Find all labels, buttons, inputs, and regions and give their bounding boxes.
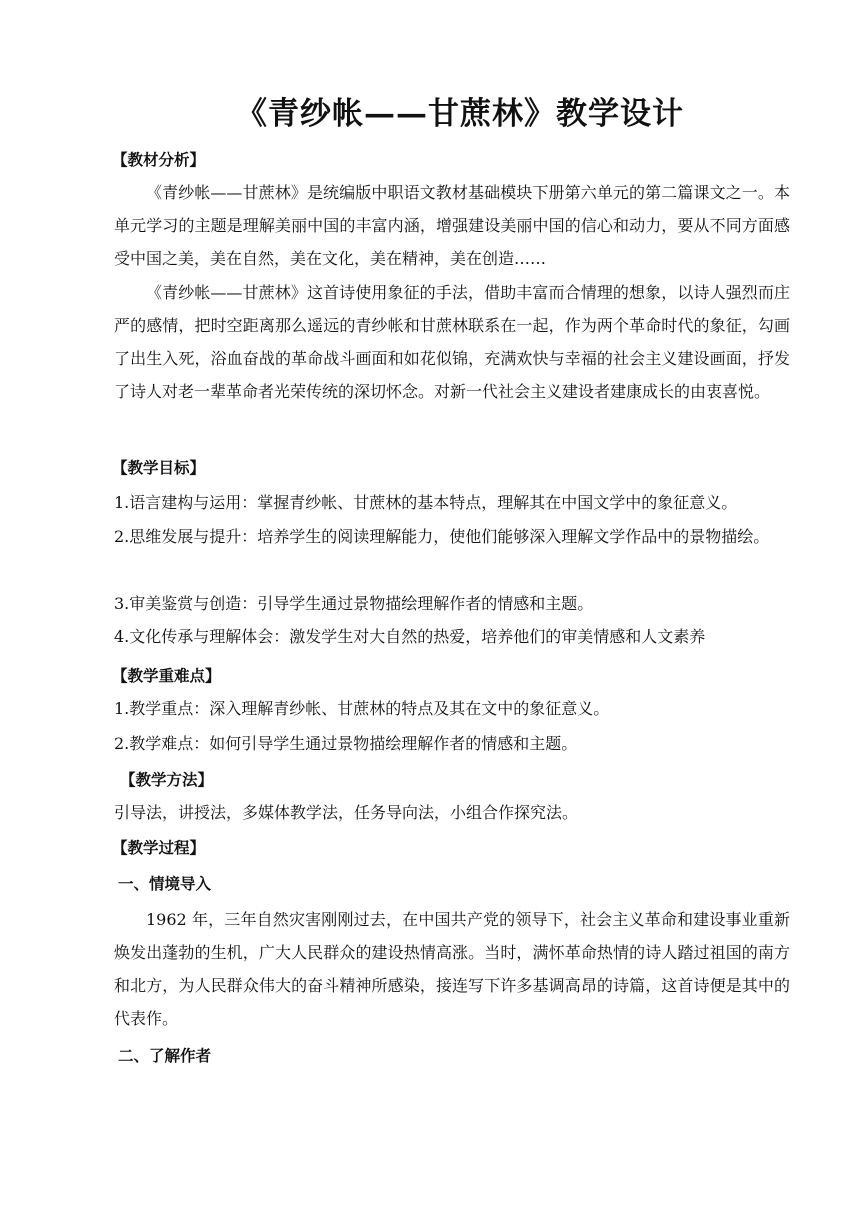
subheading-step2: 二、了解作者 (118, 1046, 212, 1065)
step1-paragraph: 1962 年，三年自然灾害刚刚过去，在中国共产党的领导下，社会主义革命和建设事业重新焕发出蓬勃的生机，广大人民群众的建设热情高涨。当时，满怀革命热情的诗人踏过祖国的南方和北方，为人民群众伟大的奋斗精神所感染，接连写下许多基调高昂的诗篇，这首诗便是其中的代表作。 (114, 910, 790, 1028)
analysis-paragraph-2: 《青纱帐——甘蔗林》这首诗使用象征的手法，借助丰富而合情理的想象，以诗人强烈而庄严的感情，把时空距离那么遥远的青纱帐和甘蔗林联系在一起，作为两个革命时代的象征，勾画了出生入死，浴血奋战的革命战斗画面和如花似锦，充满欢快与幸福的社会主义建设画面，抒发了诗人对老一辈革命者光荣传统的深切怀念。对新一代社会主义建设者建康成长的由衷喜悦。 (114, 283, 790, 401)
goal-item-1: 1.语言建构与运用：掌握青纱帐、甘蔗林的基本特点，理解其在中国文学中的象征意义。 (114, 493, 738, 512)
page-title: 《青纱帐——甘蔗林》教学设计 (236, 96, 684, 132)
section-heading-analysis: 【教材分析】 (112, 150, 206, 169)
methods-text: 引导法，讲授法，多媒体教学法，任务导向法，小组合作探究法。 (114, 803, 579, 822)
keypoint-item-1: 1.教学重点：深入理解青纱帐、甘蔗林的特点及其在文中的象征意义。 (114, 699, 610, 718)
goal-item-3: 3.审美鉴赏与创造：引导学生通过景物描绘理解作者的情感和主题。 (114, 594, 594, 613)
section-heading-methods: 【教学方法】 (120, 770, 214, 789)
goal-item-2: 2.思维发展与提升：培养学生的阅读理解能力，使他们能够深入理解文学作品中的景物描绘。 (114, 527, 770, 546)
subheading-step1: 一、情境导入 (118, 874, 212, 893)
section-heading-goals: 【教学目标】 (112, 458, 206, 477)
section-heading-keypoints: 【教学重难点】 (112, 666, 221, 685)
keypoint-item-2: 2.教学难点：如何引导学生通过景物描绘理解作者的情感和主题。 (114, 734, 578, 753)
goal-item-4: 4.文化传承与理解体会：激发学生对大自然的热爱，培养他们的审美情感和人文素养 (114, 627, 706, 646)
analysis-paragraph-1: 《青纱帐——甘蔗林》是统编版中职语文教材基础模块下册第六单元的第二篇课文之一。本单元学习的主题是理解美丽中国的丰富内涵，增强建设美丽中国的信心和动力，要从不同方面感受中国之美，美在自然，美在文化，美在精神，美在创造…… (114, 183, 790, 268)
section-heading-process: 【教学过程】 (112, 838, 206, 857)
